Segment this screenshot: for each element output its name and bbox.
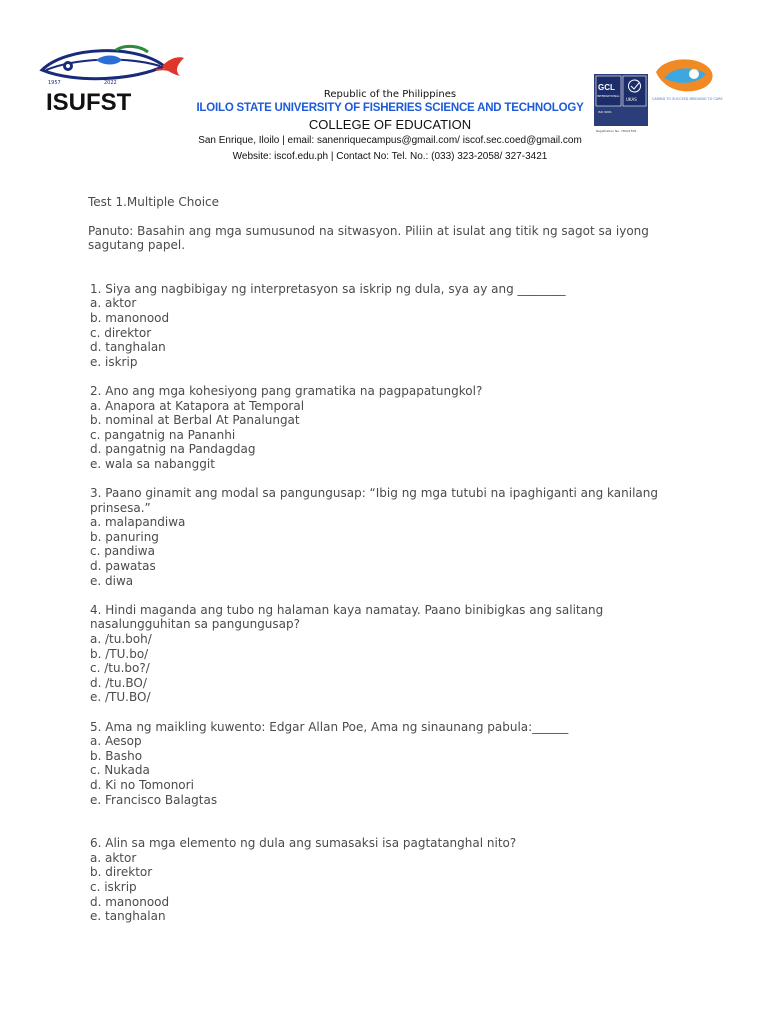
svg-text:Registration No. 7R021505: Registration No. 7R021505 bbox=[596, 129, 637, 133]
question-text: 1. Siya ang nagbibigay ng interpretasyon sa iskrip ng dula, sya ay ang ________ bbox=[90, 281, 566, 296]
answer-option: b. nominal at Berbal At Panalungat bbox=[90, 413, 300, 428]
college-name: COLLEGE OF EDUCATION bbox=[308, 117, 472, 132]
svg-text:2022: 2022 bbox=[104, 80, 117, 86]
answer-option: a. Anapora at Katapora at Temporal bbox=[90, 398, 305, 413]
question-item bbox=[88, 486, 688, 588]
question-item bbox=[88, 720, 688, 808]
answer-option: b. Basho bbox=[90, 748, 143, 763]
answer-option: d. tanghalan bbox=[90, 340, 166, 355]
question-text: 2. Ano ang mga kohesiyong pang gramatika na pagpapatungkol? bbox=[90, 383, 483, 398]
letterhead bbox=[0, 0, 768, 175]
test-title: Test 1.Multiple Choice bbox=[88, 195, 220, 209]
svg-text:1957: 1957 bbox=[48, 80, 61, 86]
question-text: 4. Hindi maganda ang tubo ng halaman kaya namatay. Paano binibigkas ang salitang nasalungguhitan sa pangungusap? bbox=[90, 602, 604, 632]
website-line: Website: iscof.edu.ph | Contact No: Tel. No.: (033) 323-2058/ 327-3421 bbox=[232, 151, 548, 162]
certification-logos bbox=[594, 56, 724, 136]
svg-text:ISO 9001: ISO 9001 bbox=[598, 110, 612, 114]
answer-option: e. wala sa nabanggit bbox=[90, 456, 215, 471]
question-text: 6. Alin sa mga elemento ng dula ang sumasaksi isa pagtatanghal nito? bbox=[90, 836, 517, 851]
svg-text:ISUFST: ISUFST bbox=[46, 89, 132, 116]
answer-option: a. malapandiwa bbox=[90, 515, 186, 530]
answer-option: a. aktor bbox=[90, 850, 137, 865]
answer-option: a. Aesop bbox=[90, 734, 142, 749]
test-content bbox=[88, 195, 688, 924]
answer-option: c. Nukada bbox=[90, 763, 150, 778]
university-name: ILOILO STATE UNIVERSITY OF FISHERIES SCIENCE AND TECHNOLOGY bbox=[196, 102, 584, 114]
answer-option: e. tanghalan bbox=[90, 909, 166, 924]
answer-option: c. pangatnig na Pananhi bbox=[90, 427, 236, 442]
question-text: 3. Paano ginamit ang modal sa pangungusap: “Ibig ng mga tutubi na ipaghiganti ang kanilang prinsesa.” bbox=[90, 486, 658, 515]
answer-option: b. panuring bbox=[90, 529, 159, 544]
answer-option: e. diwa bbox=[90, 573, 134, 588]
answer-option: c. direktor bbox=[90, 325, 152, 340]
answer-option: c. iskrip bbox=[90, 879, 137, 894]
answer-option: d. manonood bbox=[90, 894, 170, 909]
answer-option: e. iskrip bbox=[90, 354, 138, 369]
question-text: 5. Ama ng maikling kuwento: Edgar Allan Poe, Ama ng sinaunang pabula:______ bbox=[90, 719, 569, 734]
republic-line: Republic of the Philippines bbox=[323, 89, 457, 100]
isufst-logo bbox=[36, 40, 186, 118]
question-item bbox=[88, 836, 688, 924]
address-line: San Enrique, Iloilo | email: sanenriquecampus@gmail.com/ iscof.sec.coed@gmail.com bbox=[198, 135, 582, 146]
answer-option: a. aktor bbox=[90, 296, 137, 311]
answer-option: a. /tu.boh/ bbox=[90, 632, 152, 647]
svg-text:UKAS: UKAS bbox=[626, 97, 637, 102]
answer-option: c. pandiwa bbox=[90, 544, 155, 559]
answer-option: e. Francisco Balagtas bbox=[90, 792, 218, 807]
answer-option: d. /tu.BO/ bbox=[90, 675, 147, 690]
letterhead-text bbox=[170, 88, 610, 165]
answer-option: b. manonood bbox=[90, 310, 170, 325]
answer-option: b. /TU.bo/ bbox=[90, 646, 149, 661]
answer-option: d. pangatnig na Pandagdag bbox=[90, 442, 256, 457]
answer-option: d. Ki no Tomonori bbox=[90, 777, 194, 792]
svg-text:GCL: GCL bbox=[598, 83, 615, 92]
answer-option: d. pawatas bbox=[90, 559, 156, 574]
answer-option: b. direktor bbox=[90, 865, 153, 880]
svg-text:INTERNATIONAL: INTERNATIONAL bbox=[597, 94, 620, 98]
answer-option: c. /tu.bo?/ bbox=[90, 661, 150, 676]
question-item bbox=[88, 282, 688, 370]
question-item bbox=[88, 603, 688, 705]
answer-option: e. /TU.BO/ bbox=[90, 690, 151, 705]
question-item bbox=[88, 384, 688, 472]
svg-text:CARING TO SUCCEED BRIDGING TO: CARING TO SUCCEED BRIDGING TO CARE bbox=[652, 97, 723, 101]
directions: Panuto: Basahin ang mga sumusunod na sitwasyon. Piliin at isulat ang titik ng sagot sa iyong sagutang papel. bbox=[88, 223, 649, 253]
